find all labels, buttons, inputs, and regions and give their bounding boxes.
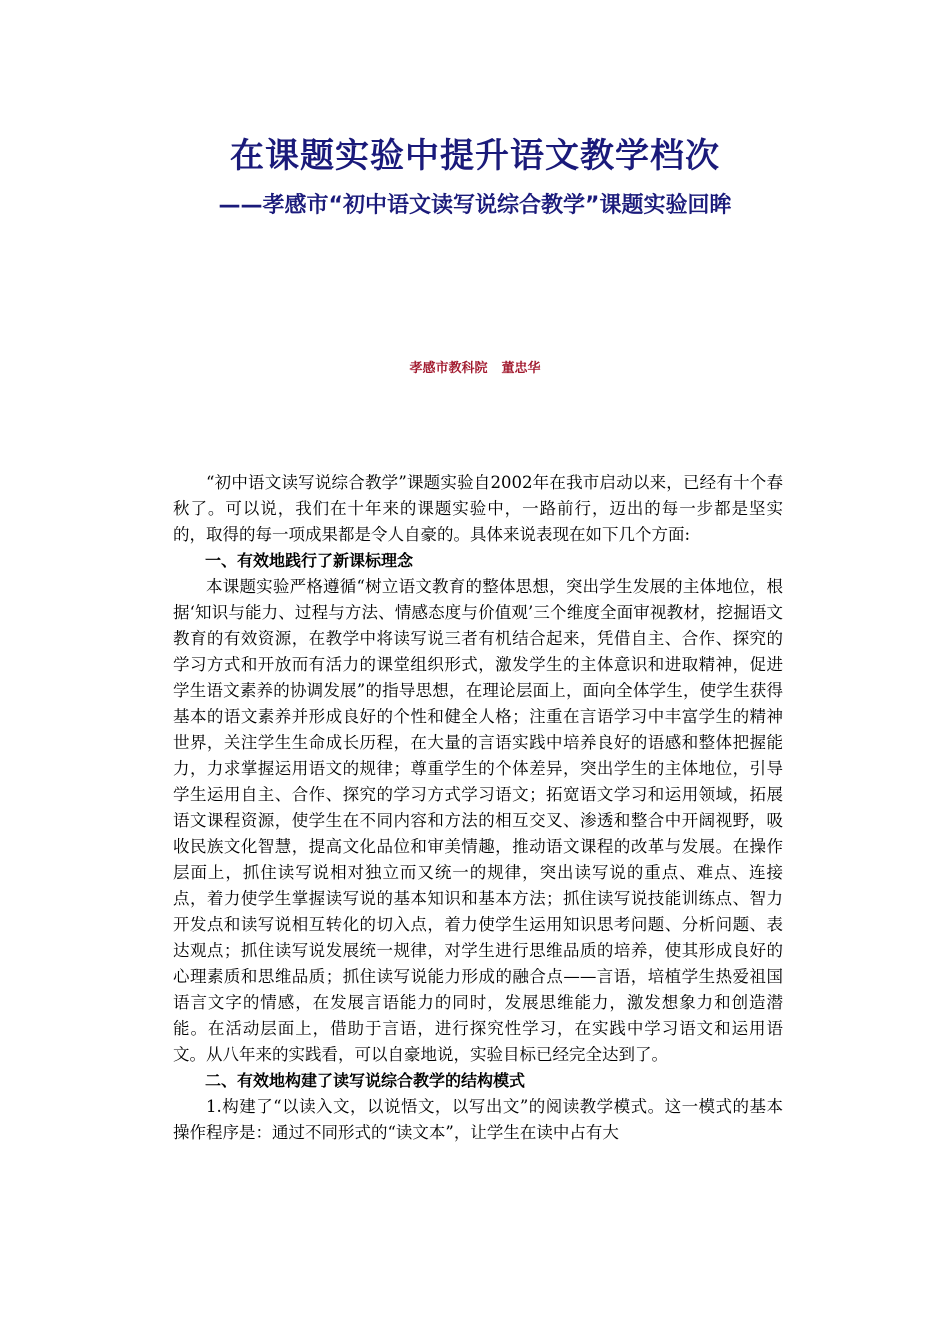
section-2-paragraph: 1.构建了“以读入文，以说悟文，以写出文”的阅读教学模式。这一模式的基本操作程序是：通过不同形式的“读文本”，让学生在读中占有大 — [173, 1097, 783, 1142]
intro-paragraph: “初中语文读写说综合教学”课题实验自2002年在我市启动以来，已经有十个春秋了。可以说，我们在十年来的课题实验中，一路前行，迈出的每一步都是坚实的，取得的每一项成果都是令人自豪的。具体来说表现在如下几个方面: — [173, 473, 783, 544]
document-body — [173, 470, 783, 1146]
author-organization: 孝感市教科院 — [409, 361, 488, 376]
section-2-heading: 二、有效地构建了读写说综合教学的结构模式 — [205, 1071, 526, 1090]
author-line — [0, 357, 950, 376]
document-title: 在课题实验中提升语文教学档次 — [230, 136, 720, 176]
section-1-heading: 一、有效地践行了新课标理念 — [205, 551, 414, 570]
document-subtitle: ——孝感市“初中语文读写说综合教学”课题实验回眸 — [218, 193, 732, 218]
author-name: 董忠华 — [501, 361, 541, 376]
section-1-paragraph: 本课题实验严格遵循“树立语文教育的整体思想，突出学生发展的主体地位，根据‘知识与能力、过程与方法、情感态度与价值观’三个维度全面审视教材，挖掘语文教育的有效资源，在教学中将读写说三者有机结合起来，凭借自主、合作、探究的学习方式和开放而有活力的课堂组织形式，激发学生的主体意识和进取精神，促进学生语文素养的协调发展”的指导思想，在理论层面上，面向全体学生，使学生获得基本的语文素养并形成良好的个性和健全人格；注重在言语学习中丰富学生的精神世界，关注学生生命成长历程，在大量的言语实践中培养良好的语感和整体把握能力，力求掌握运用语文的规律；尊重学生的个体差异，突出学生的主体地位，引导学生运用自主、合作、探究的学习方式学习语文；拓宽语文学习和运用领域，拓展语文课程资源，使学生在不同内容和方法的相互交叉、渗透和整合中开阔视野，吸收民族文化智慧，提高文化品位和审美情趣，推动语文课程的改革与发展。在操作层面上，抓住读写说相对独立而又统一的规律，突出读写说的重点、难点、连接点，着力使学生掌握读写说的基本知识和基本方法；抓住读写说技能训练点、智力开发点和读写说相互转化的切入点，着力使学生运用知识思考问题、分析问题、表达观点；抓住读写说发展统一规律，对学生进行思维品质的培养，使其形成良好的心理素质和思维品质；抓住读写说能力形成的融合点——言语，培植学生热爱祖国语言文字的情感，在发展言语能力的同时，发展思维能力，激发想象力和创造潜能。在活动层面上，借助于言语，进行探究性学习，在实践中学习语文和运用语文。从八年来的实践看，可以自豪地说，实验目标已经完全达到了。 — [173, 577, 783, 1064]
